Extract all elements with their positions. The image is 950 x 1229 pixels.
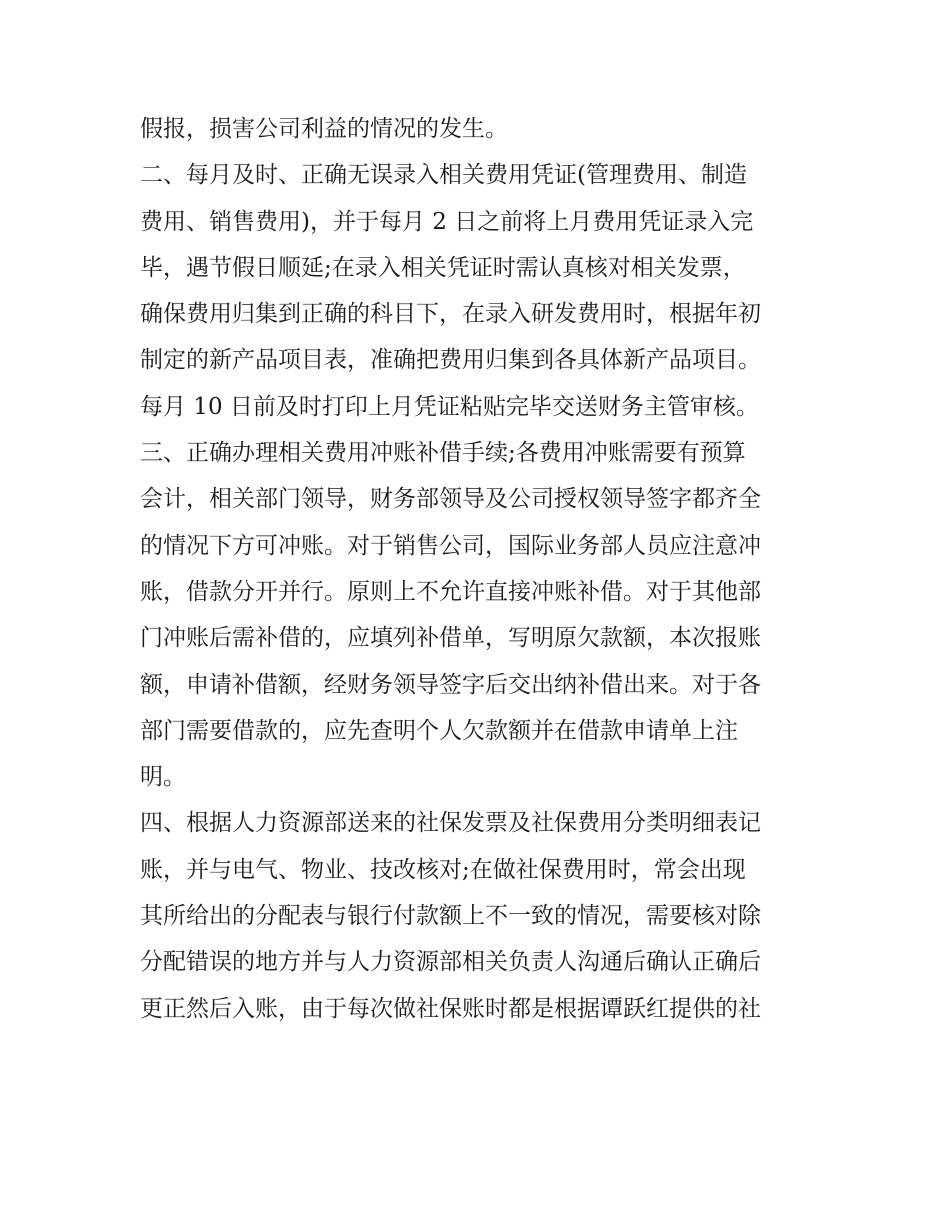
text-line: 的情况下方可冲账。对于销售公司，国际业务部人员应注意冲 [140,532,761,559]
text-line: 每月 10 日前及时打印上月凭证粘贴完毕交送财务主管审核。 [140,393,759,420]
text-line: 二、每月及时、正确无误录入相关费用凭证(管理费用、制造 [140,162,747,189]
text-line: 假报，损害公司利益的情况的发生。 [140,116,508,142]
text-line: 账，并与电气、物业、技改核对;在做社保费用时，常会出现 [140,856,746,883]
text-line: 其所给出的分配表与银行付款额上不一致的情况，需要核对除 [140,903,761,930]
text-line: 毕，遇节假日顺延;在录入相关凭证时需认真核对相关发票， [140,254,746,281]
text-line: 明。 [140,764,186,791]
text-line: 会计，相关部门领导，财务部领导及公司授权领导签字都齐全 [140,486,761,513]
text-line: 账，借款分开并行。原则上不允许直接冲账补借。对于其他部 [140,578,761,605]
text-line: 额，申请补借额，经财务领导签字后交出纳补借出来。对于各 [140,671,761,698]
text-line: 分配错误的地方并与人力资源部相关负责人沟通后确认正确后 [140,949,761,976]
text-line: 四、根据人力资源部送来的社保发票及社保费用分类明细表记 [140,810,761,837]
text-line: 部门需要借款的，应先查明个人欠款额并在借款申请单上注 [140,717,738,744]
text-line: 确保费用归集到正确的科目下，在录入研发费用时，根据年初 [140,301,761,328]
document-body [140,106,820,1032]
text-line: 费用、销售费用)，并于每月 2 日之前将上月费用凭证录入完 [140,208,754,235]
text-line: 门冲账后需补借的，应填列补借单，写明原欠款额，本次报账 [140,625,761,652]
text-line: 三、正确办理相关费用冲账补借手续;各费用冲账需要有预算 [140,440,746,467]
text-line: 制定的新产品项目表，准确把费用归集到各具体新产品项目。 [140,347,761,374]
text-line: 更正然后入账，由于每次做社保账时都是根据谭跃红提供的社 [140,995,761,1022]
